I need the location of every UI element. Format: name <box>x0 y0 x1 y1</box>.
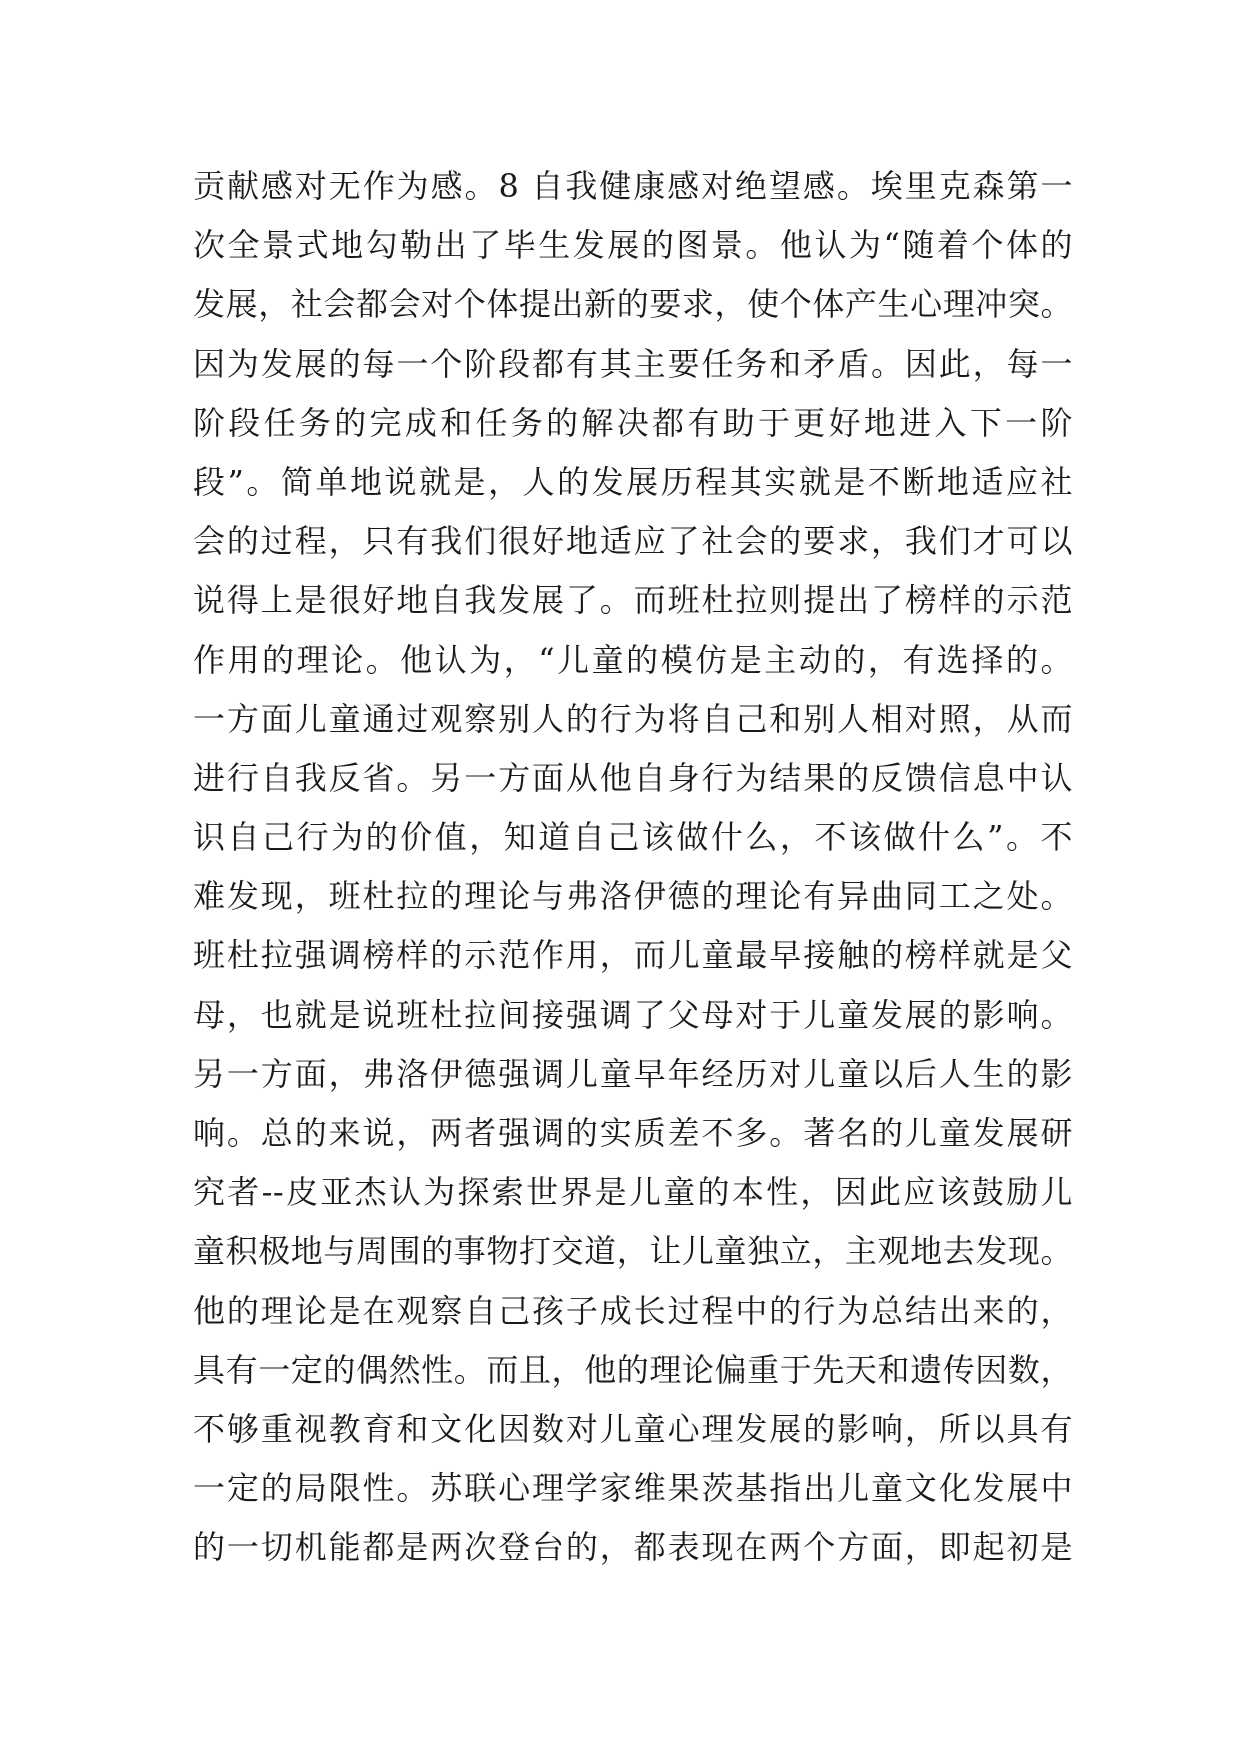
text-line: 具有一定的偶然性。而且，他的理论偏重于先天和遗传因数， <box>193 1350 1073 1389</box>
text-line: 他的理论是在观察自己孩子成长过程中的行为总结出来的， <box>193 1291 1073 1330</box>
text-line: 说得上是很好地自我发展了。而班杜拉则提出了榜样的示范 <box>193 581 1073 620</box>
text-line: 母，也就是说班杜拉间接强调了父母对于儿童发展的影响。 <box>193 995 1073 1034</box>
text-line: 识自己行为的价值，知道自己该做什么，不该做什么”。不 <box>193 818 1073 857</box>
text-line: 因为发展的每一个阶段都有其主要任务和矛盾。因此，每一 <box>193 344 1073 383</box>
text-line: 阶段任务的完成和任务的解决都有助于更好地进入下一阶 <box>193 403 1073 442</box>
text-line: 次全景式地勾勒出了毕生发展的图景。他认为“随着个体的 <box>193 226 1073 265</box>
text-line: 的一切机能都是两次登台的，都表现在两个方面，即起初是 <box>193 1528 1073 1567</box>
text-line: 会的过程，只有我们很好地适应了社会的要求，我们才可以 <box>193 522 1073 561</box>
text-line: 一定的局限性。苏联心理学家维果茨基指出儿童文化发展中 <box>193 1469 1073 1508</box>
text-line: 童积极地与周围的事物打交道，让儿童独立，主观地去发现。 <box>193 1232 1073 1271</box>
text-line: 一方面儿童通过观察别人的行为将自己和别人相对照，从而 <box>193 699 1073 738</box>
text-line: 班杜拉强调榜样的示范作用，而儿童最早接触的榜样就是父 <box>193 936 1073 975</box>
text-line: 进行自我反省。另一方面从他自身行为结果的反馈信息中认 <box>193 758 1073 797</box>
body-text <box>193 157 1073 1578</box>
text-line: 发展，社会都会对个体提出新的要求，使个体产生心理冲突。 <box>193 285 1073 324</box>
text-line: 究者--皮亚杰认为探索世界是儿童的本性，因此应该鼓励儿 <box>193 1173 1073 1212</box>
text-line: 贡献感对无作为感。8 自我健康感对绝望感。埃里克森第一 <box>193 167 1073 205</box>
text-line: 段”。简单地说就是，人的发展历程其实就是不断地适应社 <box>193 462 1073 501</box>
text-line: 另一方面，弗洛伊德强调儿童早年经历对儿童以后人生的影 <box>193 1054 1073 1093</box>
text-line: 不够重视教育和文化因数对儿童心理发展的影响，所以具有 <box>193 1409 1073 1448</box>
text-line: 响。总的来说，两者强调的实质差不多。著名的儿童发展研 <box>193 1114 1073 1152</box>
text-line: 作用的理论。他认为，“儿童的模仿是主动的，有选择的。 <box>193 640 1073 679</box>
text-line: 难发现，班杜拉的理论与弗洛伊德的理论有异曲同工之处。 <box>193 877 1073 916</box>
